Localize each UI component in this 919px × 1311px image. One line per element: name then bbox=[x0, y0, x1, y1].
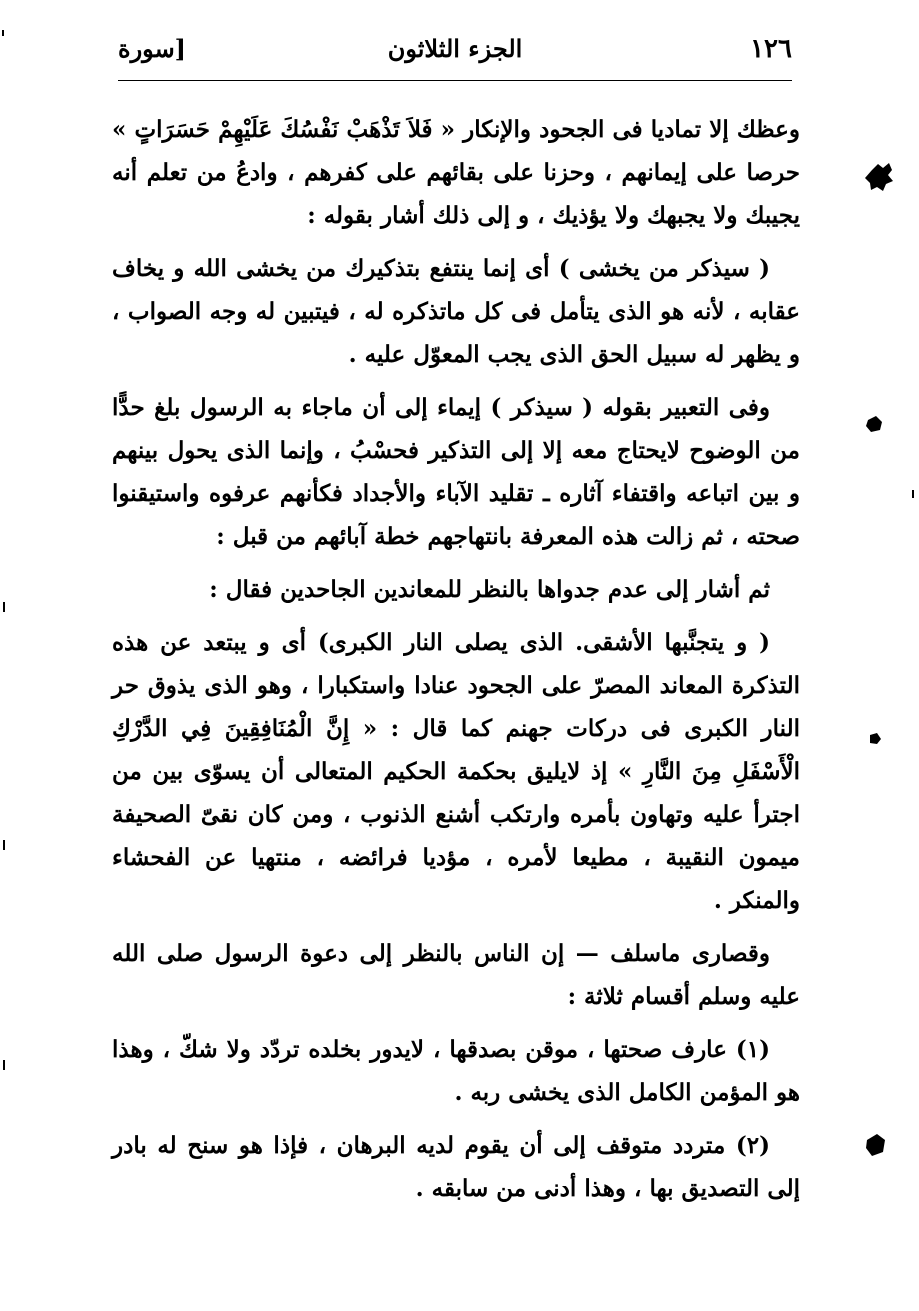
paragraph: (١) عارف صحتها ، موقن بصدقها ، لايدور بخلده تردّد ولا شكّ ، وهذا هو المؤمن الكامل الذى يخشى ربه . bbox=[112, 1036, 800, 1106]
paragraph: (٢) متردد متوقف إلى أن يقوم لديه البرهان ، فإذا هو سنح له بادر إلى التصديق بها ، وهذا أدنى من سابقه . bbox=[112, 1132, 800, 1202]
scan-speck-mark bbox=[3, 1060, 5, 1070]
scan-speck-mark bbox=[3, 840, 5, 850]
paragraph: وعظك إلا تماديا فى الجحود والإنكار « فَلاَ تَذْهَبْ نَفْسُكَ عَلَيْهِمْ حَسَرَاتٍ » حرصا على إيمانهم ، وحزنا على بقائهم على كفرهم ، وادعُ من تعلم أنه يجيبك ولا يجبهك ولا يؤذيك ، و إلى ذلك أشار بقوله : bbox=[112, 116, 800, 229]
page-number: ١٢٦ bbox=[750, 34, 792, 64]
page-header bbox=[118, 28, 792, 80]
page-body bbox=[112, 108, 800, 1220]
header-rule bbox=[118, 80, 792, 81]
scan-speck-mark bbox=[912, 490, 914, 498]
paragraph: ( سيذكر من يخشى ) أى إنما ينتفع بتذكيرك من يخشى الله و يخاف عقابه ، لأنه هو الذى يتأمل فى كل ماتذكره له ، فيتبين له وجه الصواب ، و يظهر له سبيل الحق الذى يجب المعوّل عليه . bbox=[112, 255, 800, 368]
running-title: الجزء الثلاثون bbox=[387, 34, 523, 63]
paragraph: وقصارى ماسلف — إن الناس بالنظر إلى دعوة الرسول صلى الله عليه وسلم أقسام ثلاثة : bbox=[112, 940, 800, 1010]
ink-blot-mark bbox=[866, 416, 882, 432]
paragraph: وفى التعبير بقوله ( سيذكر ) إيماء إلى أن ماجاء به الرسول بلغ حدًّا من الوضوح لايحتاج معه إلا إلى التذكير فحسْبُ ، وإنما الذى يحول بينهم و بين اتباعه واقتفاء آثاره ـ تقليد الآباء والأجداد فكأنهم عرفوه واستيقنوا صحته ، ثم زالت هذه المعرفة بانتهاجهم خطة آبائهم من قبل : bbox=[112, 394, 800, 550]
surah-label: [سورة bbox=[118, 34, 187, 63]
paragraph: ثم أشار إلى عدم جدواها بالنظر للمعاندين الجاحدين فقال : bbox=[209, 576, 770, 603]
ink-blot-mark bbox=[870, 733, 881, 744]
ink-blot-mark bbox=[865, 163, 893, 191]
scan-speck-mark bbox=[3, 602, 5, 612]
ink-blot-mark bbox=[866, 1134, 885, 1156]
paragraph: ( و يتجنَّبها الأشقى. الذى يصلى النار الكبرى) أى و يبتعد عن هذه التذكرة المعاند المصرّ على الجحود عنادا واستكبارا ، وهو الذى يذوق حر النار الكبرى فى دركات جهنم كما قال : « إِنَّ الْمُنَافِقِينَ فِي الدَّرْكِ الْأَسْفَلِ مِنَ النَّارِ » إذ لايليق بحكمة الحكيم المتعالى أن يسوّى بين من اجترأ عليه وتهاون بأمره وارتكب أشنع الذنوب ، ومن كان نقىّ الصحيفة ميمون النقيبة ، مطيعا لأمره ، مؤديا فرائضه ، منتهيا عن الفحشاء والمنكر . bbox=[112, 629, 800, 914]
scan-speck-mark bbox=[2, 30, 4, 36]
